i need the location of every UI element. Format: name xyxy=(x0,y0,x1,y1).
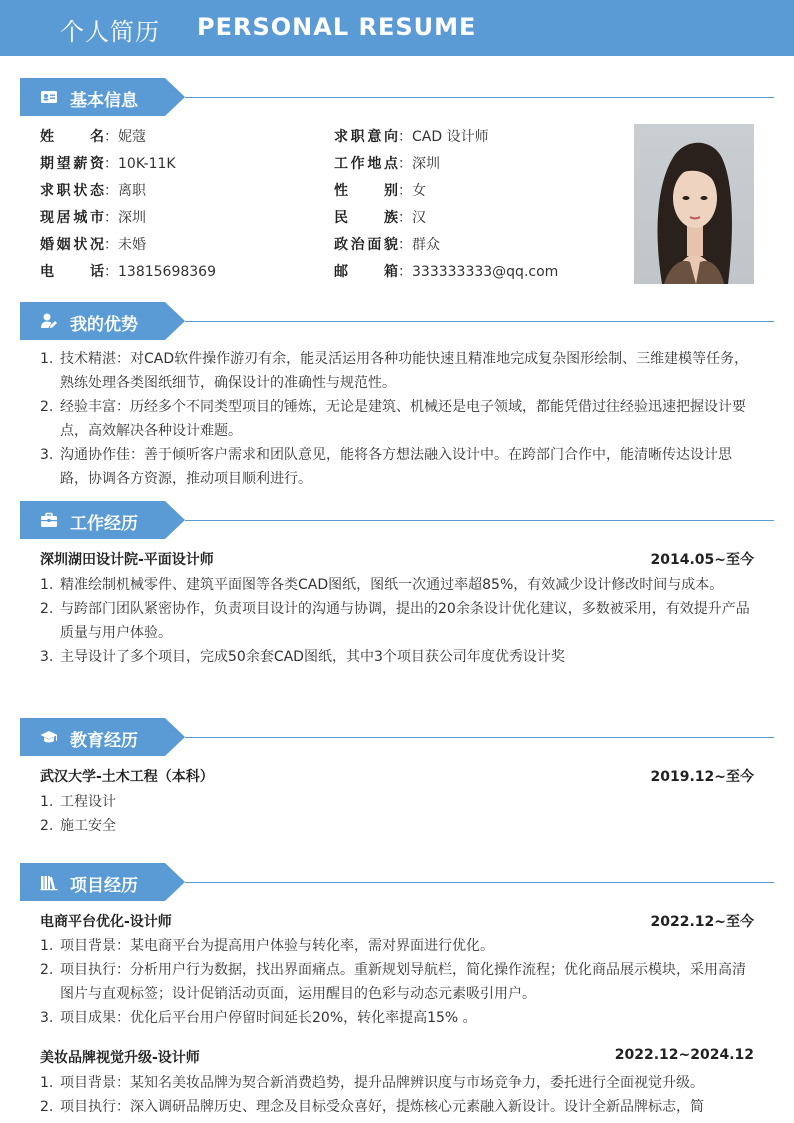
list-item: 1. 项目背景：某电商平台为提高用户体验与转化率，需对界面进行优化。 xyxy=(40,938,494,954)
education-entry-header xyxy=(40,766,754,786)
list-item: 1. 精准绘制机械零件、建筑平面图等各类CAD图纸，图纸一次通过率超85%，有效减少设计修改时间与成本。 xyxy=(40,577,724,593)
section-title: 我的优势 xyxy=(70,315,138,335)
section-work xyxy=(20,501,774,539)
work-title: 深圳湖田设计院-平面设计师 xyxy=(40,552,214,568)
info-status: 求职状态：离职 xyxy=(40,183,146,199)
info-email: 邮箱：333333333@qq.com xyxy=(334,264,559,280)
project-title: 电商平台优化-设计师 xyxy=(40,914,172,930)
project-list xyxy=(40,934,754,1030)
work-date: 2014.05~至今 xyxy=(650,552,754,568)
info-ethnicity: 民族：汉 xyxy=(334,210,426,226)
advantages-list xyxy=(40,347,754,491)
work-list xyxy=(40,573,754,669)
project-date: 2022.12~至今 xyxy=(650,914,754,930)
id-card-icon xyxy=(40,88,58,106)
education-title: 武汉大学-土木工程（本科） xyxy=(40,769,214,785)
list-item: 1. 项目背景：某知名美妆品牌为契合新消费趋势，提升品牌辨识度与市场竞争力，委托进行全面视觉升级。 xyxy=(40,1075,704,1091)
section-title: 项目经历 xyxy=(70,876,138,896)
list-item: 2. 施工安全 xyxy=(40,818,116,834)
user-edit-icon xyxy=(40,312,58,330)
books-icon xyxy=(40,873,58,891)
list-item: 3. 项目成果：优化后平台用户停留时间延长20%，转化率提高15% 。 xyxy=(40,1010,477,1026)
info-salary: 期望薪资：10K-11K xyxy=(40,156,176,172)
list-item: 1. 工程设计 xyxy=(40,794,116,810)
section-title: 教育经历 xyxy=(70,731,138,751)
project-date: 2022.12~2024.12 xyxy=(614,1047,754,1063)
section-title: 基本信息 xyxy=(70,91,138,111)
project-title: 美妆品牌视觉升级-设计师 xyxy=(40,1050,200,1066)
project-entry-header xyxy=(40,911,754,931)
list-item: 2. 项目执行：深入调研品牌历史、理念及目标受众喜好，提炼核心元素融入新设计。设计全新品牌标志，简 xyxy=(40,1099,704,1115)
work-entry-header xyxy=(40,549,754,569)
profile-photo xyxy=(634,124,754,284)
info-gender: 性别：女 xyxy=(334,183,426,199)
section-basic-info xyxy=(20,78,774,116)
section-education xyxy=(20,718,774,756)
info-marital: 婚姻状况：未婚 xyxy=(40,237,146,253)
project-entry-header xyxy=(40,1047,754,1067)
list-item: 2. 经验丰富：历经多个不同类型项目的锤炼，无论是建筑、机械还是电子领域，都能凭借过往经验迅速把握设计要点，高效解决各种设计难题。 xyxy=(40,399,746,439)
list-item: 2. 与跨部门团队紧密协作，负责项目设计的沟通与协调，提出的20余条设计优化建议，多数被采用，有效提升产品质量与用户体验。 xyxy=(40,601,750,641)
briefcase-icon xyxy=(40,511,58,529)
info-phone: 电话：13815698369 xyxy=(40,264,216,280)
list-item: 1. 技术精湛：对CAD软件操作游刃有余，能灵活运用各种功能快速且精准地完成复杂图形绘制、三维建模等任务，熟练处理各类图纸细节，确保设计的准确性与规范性。 xyxy=(40,351,749,391)
info-name: 姓名：妮蔻 xyxy=(40,129,146,145)
info-intent: 求职意向：CAD 设计师 xyxy=(334,129,489,145)
education-list xyxy=(40,790,754,838)
section-projects xyxy=(20,863,774,901)
list-item: 2. 项目执行：分析用户行为数据，找出界面痛点。重新规划导航栏，简化操作流程；优化商品展示模块，采用高清图片与直观标签；设计促销活动页面，运用醒目的色彩与动态元素吸引用户。 xyxy=(40,962,746,1002)
section-advantages xyxy=(20,302,774,340)
graduation-cap-icon xyxy=(40,728,58,746)
resume-header xyxy=(0,0,794,56)
info-city: 现居城市：深圳 xyxy=(40,210,146,226)
section-title: 工作经历 xyxy=(70,514,138,534)
info-location: 工作地点：深圳 xyxy=(334,156,440,172)
list-item: 3. 沟通协作佳：善于倾听客户需求和团队意见，能将各方想法融入设计中。在跨部门合作中，能清晰传达设计思路，协调各方资源，推动项目顺利进行。 xyxy=(40,447,732,487)
education-date: 2019.12~至今 xyxy=(650,769,754,785)
list-item: 3. 主导设计了多个项目，完成50余套CAD图纸，其中3个项目获公司年度优秀设计奖 xyxy=(40,649,565,665)
project-list xyxy=(40,1071,754,1119)
info-political: 政治面貌：群众 xyxy=(334,237,440,253)
title-en: PERSONAL RESUME xyxy=(197,13,477,41)
title-cn: 个人简历 xyxy=(60,18,160,46)
